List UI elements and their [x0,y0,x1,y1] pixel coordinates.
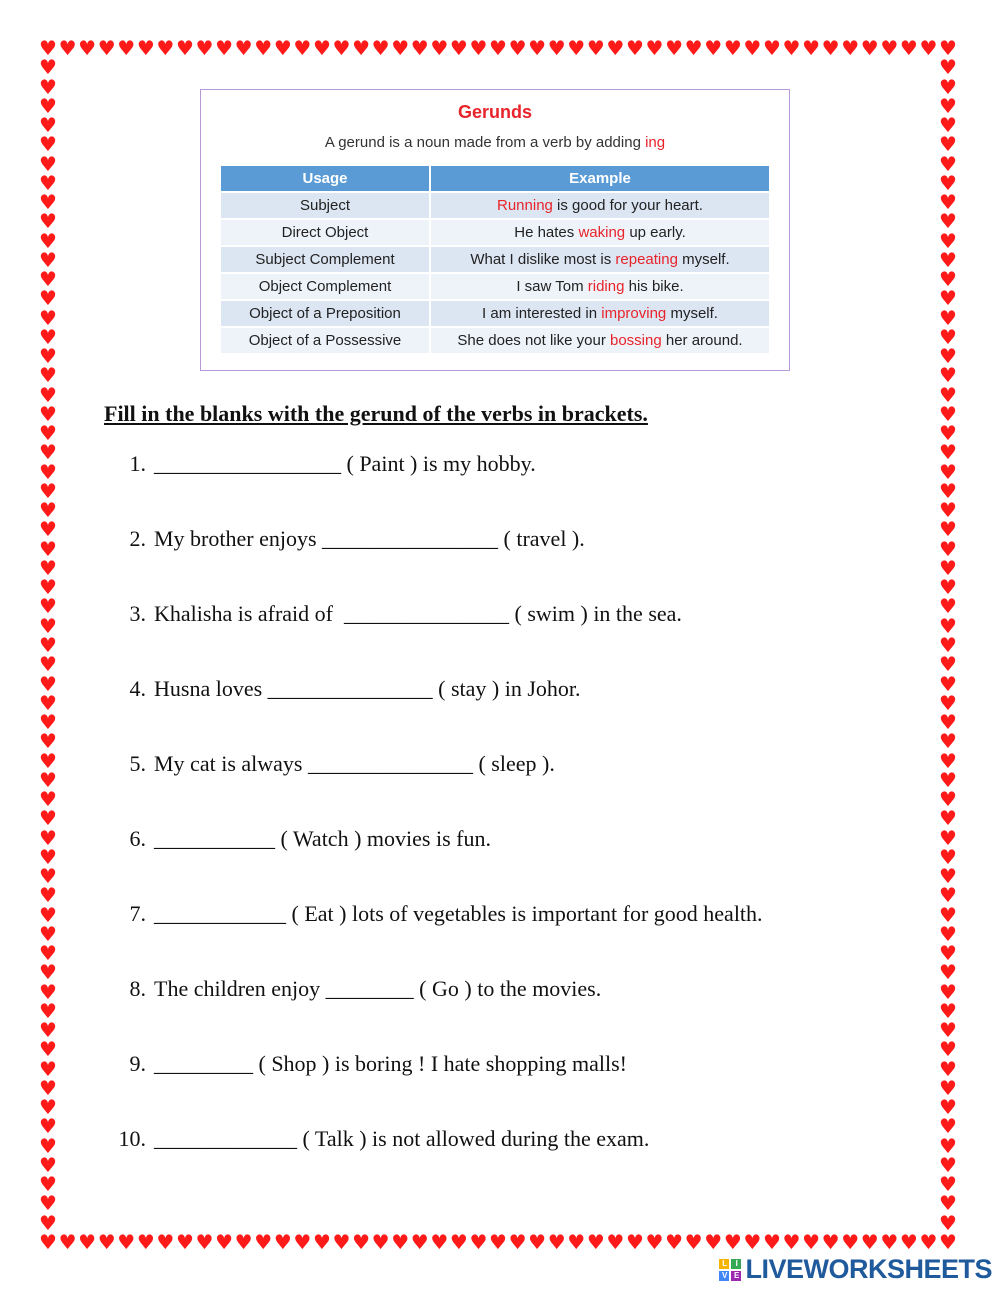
heart-icon: ♥ [371,1230,390,1254]
heart-icon: ♥ [234,36,253,60]
usage-cell: Direct Object [221,219,430,246]
heart-icon: ♥ [39,690,57,715]
usage-cell: Subject Complement [221,246,430,273]
heart-icon: ♥ [508,36,527,60]
question-number: 10. [118,1126,146,1151]
heart-icon: ♥ [645,36,664,60]
question-text: The children enjoy ________ ( Go ) to the movies. [154,976,602,1001]
heart-icon: ♥ [782,1230,801,1254]
heart-icon: ♥ [723,36,742,60]
heart-icon: ♥ [939,151,957,176]
heart-icon: ♥ [58,36,77,60]
heart-icon: ♥ [391,1230,410,1254]
question-number: 6. [129,826,146,851]
heart-icon: ♥ [939,1037,957,1062]
heart-icon: ♥ [939,459,957,484]
heart-icon: ♥ [684,1230,703,1254]
heart-icon: ♥ [273,36,292,60]
heart-icon: ♥ [919,1230,938,1254]
heart-icon: ♥ [802,36,820,60]
heart-icon: ♥ [195,1230,214,1254]
heart-icon: ♥ [939,710,957,735]
heart-icon: ♥ [449,1230,468,1254]
heart-icon: ♥ [586,36,605,60]
heart-icon: ♥ [586,1230,605,1254]
heart-icon: ♥ [939,1095,957,1120]
question-text: _____________ ( Talk ) is not allowed during the exam. [154,1126,650,1151]
heart-icon: ♥ [391,36,410,60]
heart-icon: ♥ [939,36,957,60]
logo-text: LIVEWORKSHEETS [745,1254,992,1284]
heart-icon: ♥ [939,190,957,215]
heart-icon: ♥ [939,286,957,311]
example-cell: What I dislike most is repeating myself. [430,246,770,273]
question-text: My cat is always _______________ ( sleep ). [154,751,555,776]
heart-icon: ♥ [939,960,957,985]
heart-icon: ♥ [469,36,488,60]
heart-icon: ♥ [39,421,57,446]
table-row [221,273,770,300]
question-item [106,676,581,702]
heart-icon: ♥ [39,652,57,677]
heart-icon: ♥ [39,825,57,850]
logo-mark-tile: V [719,1271,729,1281]
heart-icon: ♥ [136,36,155,60]
heart-icon: ♥ [39,1114,57,1139]
heart-icon: ♥ [39,1095,57,1120]
question-item [106,451,536,477]
heart-icon: ♥ [39,113,57,138]
question-number: 8. [129,976,146,1001]
heart-icon: ♥ [273,1230,292,1254]
question-number: 1. [129,451,146,476]
heart-icon: ♥ [821,1230,840,1254]
heart-icon: ♥ [704,36,723,60]
heart-icon: ♥ [939,1230,957,1254]
heart-icon: ♥ [880,36,899,60]
heart-icon: ♥ [939,1114,957,1139]
heart-icon: ♥ [528,36,547,60]
heart-icon: ♥ [802,1230,820,1254]
heart-icon: ♥ [939,209,957,234]
question-number: 5. [129,751,146,776]
heart-icon: ♥ [625,1230,644,1254]
heart-icon: ♥ [684,36,703,60]
heart-icon: ♥ [430,1230,449,1254]
heart-icon: ♥ [939,690,957,715]
heart-icon: ♥ [332,36,351,60]
heart-icon: ♥ [156,36,175,60]
question-number: 2. [129,526,146,551]
reference-subtitle: A gerund is a noun made from a verb by adding ing [324,134,666,151]
question-number: 3. [129,601,146,626]
heart-icon: ♥ [410,36,429,60]
heart-icon: ♥ [939,170,957,195]
heart-icon: ♥ [215,1230,234,1254]
question-text: _________ ( Shop ) is boring ! I hate shopping malls! [154,1051,627,1076]
heart-icon: ♥ [821,36,840,60]
heart-icon: ♥ [469,1230,488,1254]
usage-table [221,166,771,353]
heart-icon: ♥ [39,247,57,272]
heart-icon: ♥ [841,36,860,60]
heart-icon: ♥ [39,1191,57,1216]
heart-icon: ♥ [410,1230,429,1254]
heart-icon: ♥ [195,36,214,60]
table-row [221,192,770,219]
question-text: ___________ ( Watch ) movies is fun. [154,826,491,851]
logo-mark-tile: I [731,1259,741,1269]
heart-icon: ♥ [704,1230,723,1254]
heart-icon: ♥ [39,748,57,773]
heart-icon: ♥ [625,36,644,60]
heart-icon: ♥ [939,998,957,1023]
heart-icon: ♥ [939,1056,957,1081]
heart-icon: ♥ [39,151,57,176]
question-item [106,976,601,1002]
liveworksheets-logo [719,1254,992,1285]
heart-icon: ♥ [39,440,57,465]
heart-icon: ♥ [567,1230,586,1254]
heart-icon: ♥ [215,36,234,60]
heart-icon: ♥ [156,1230,175,1254]
heart-icon: ♥ [39,575,57,600]
usage-cell: Object Complement [221,273,430,300]
heart-icon: ♥ [939,787,957,812]
heart-icon: ♥ [939,1018,957,1043]
heart-icon: ♥ [293,36,312,60]
logo-mark-tile: L [719,1259,729,1269]
heart-icon: ♥ [39,324,57,349]
heart-icon: ♥ [939,517,957,542]
heart-icon: ♥ [39,459,57,484]
heart-icon: ♥ [939,93,957,118]
gerund-reference-card [200,89,790,371]
heart-icon: ♥ [39,1133,57,1158]
heart-icon: ♥ [39,93,57,118]
heart-icon: ♥ [39,1075,57,1100]
question-text: Husna loves _______________ ( stay ) in Johor. [154,676,581,701]
heart-icon: ♥ [117,36,136,60]
heart-icon: ♥ [39,132,57,157]
heart-icon: ♥ [254,36,273,60]
heart-icon: ♥ [939,498,957,523]
heart-icon: ♥ [939,132,957,157]
heart-icon: ♥ [234,1230,253,1254]
heart-icon: ♥ [449,36,468,60]
heart-icon: ♥ [39,1172,57,1197]
heart-icon: ♥ [352,36,370,60]
heart-icon: ♥ [39,74,57,99]
heart-icon: ♥ [939,671,957,696]
heart-icon: ♥ [939,979,957,1004]
table-row [221,327,770,353]
heart-icon: ♥ [665,1230,684,1254]
heart-icon: ♥ [939,902,957,927]
heart-icon: ♥ [919,36,938,60]
heart-icon: ♥ [39,363,57,388]
heart-icon: ♥ [39,1018,57,1043]
heart-icon: ♥ [39,883,57,908]
heart-icon: ♥ [58,1230,77,1254]
heart-icon: ♥ [39,382,57,407]
heart-icon: ♥ [860,1230,879,1254]
heart-icon: ♥ [39,344,57,369]
question-text: Khalisha is afraid of _______________ ( swim ) in the sea. [154,601,682,626]
question-number: 9. [129,1051,146,1076]
heart-icon: ♥ [39,787,57,812]
heart-icon: ♥ [39,401,57,426]
heart-icon: ♥ [97,1230,116,1254]
heart-icon: ♥ [762,1230,781,1254]
heart-icon: ♥ [175,1230,194,1254]
heart-icon: ♥ [39,613,57,638]
heart-icon: ♥ [939,324,957,349]
question-item [106,901,763,927]
heart-icon: ♥ [39,941,57,966]
heart-icon: ♥ [939,1075,957,1100]
heart-icon: ♥ [39,1230,57,1254]
heart-icon: ♥ [312,36,331,60]
question-item [106,601,682,627]
logo-mark-icon [719,1259,741,1281]
heart-icon: ♥ [39,1037,57,1062]
heart-icon: ♥ [606,1230,625,1254]
table-row [221,219,770,246]
instruction-heading: Fill in the blanks with the gerund of the verbs in brackets. [104,401,648,426]
question-number: 7. [129,901,146,926]
heart-icon: ♥ [39,729,57,754]
heart-icon: ♥ [782,36,801,60]
heart-icon: ♥ [371,36,390,60]
table-row [221,246,770,273]
heart-icon: ♥ [39,55,57,80]
question-text: _________________ ( Paint ) is my hobby. [154,451,536,476]
logo-mark-tile: E [731,1271,741,1281]
heart-icon: ♥ [939,767,957,792]
heart-icon: ♥ [939,74,957,99]
heart-icon: ♥ [939,440,957,465]
heart-icon: ♥ [743,36,762,60]
question-item [106,826,491,852]
heart-icon: ♥ [254,1230,273,1254]
usage-cell: Object of a Possessive [221,327,430,353]
heart-icon: ♥ [939,247,957,272]
heart-icon: ♥ [508,1230,527,1254]
heart-icon: ♥ [117,1230,136,1254]
heart-icon: ♥ [39,286,57,311]
heart-icon: ♥ [939,55,957,80]
heart-icon: ♥ [332,1230,351,1254]
heart-icon: ♥ [939,941,957,966]
heart-icon: ♥ [939,344,957,369]
heart-icon: ♥ [606,36,625,60]
heart-icon: ♥ [723,1230,742,1254]
question-item [106,1051,627,1077]
heart-icon: ♥ [547,1230,566,1254]
heart-icon: ♥ [939,613,957,638]
heart-icon: ♥ [39,267,57,292]
heart-icon: ♥ [939,825,957,850]
heart-icon: ♥ [939,228,957,253]
example-cell: He hates waking up early. [430,219,770,246]
table-row [221,300,770,327]
heart-icon: ♥ [860,36,879,60]
heart-icon: ♥ [175,36,194,60]
heart-icon: ♥ [39,190,57,215]
heart-icon: ♥ [939,575,957,600]
heart-icon: ♥ [939,305,957,330]
heart-icon: ♥ [78,36,97,60]
heart-icon: ♥ [352,1230,370,1254]
heart-icon: ♥ [489,1230,507,1254]
heart-icon: ♥ [939,806,957,831]
heart-icon: ♥ [939,113,957,138]
heart-icon: ♥ [39,1152,57,1177]
heart-icon: ♥ [39,517,57,542]
heart-icon: ♥ [939,382,957,407]
heart-icon: ♥ [39,1056,57,1081]
usage-cell: Object of a Preposition [221,300,430,327]
question-item [106,1126,649,1152]
heart-icon: ♥ [39,671,57,696]
heart-icon: ♥ [39,478,57,503]
heart-icon: ♥ [939,1191,957,1216]
heart-icon: ♥ [39,767,57,792]
example-cell: Running is good for your heart. [430,192,770,219]
question-text: My brother enjoys ________________ ( travel ). [154,526,585,551]
heart-icon: ♥ [567,36,586,60]
heart-icon: ♥ [939,401,957,426]
heart-icon: ♥ [939,536,957,561]
heart-icon: ♥ [39,555,57,580]
heart-icon: ♥ [939,864,957,889]
heart-icon: ♥ [939,1133,957,1158]
heart-icon: ♥ [939,478,957,503]
heart-icon: ♥ [39,1210,57,1235]
heart-icon: ♥ [743,1230,762,1254]
heart-icon: ♥ [39,498,57,523]
heart-icon: ♥ [39,864,57,889]
usage-cell: Subject [221,192,430,219]
heart-icon: ♥ [899,36,918,60]
heart-icon: ♥ [430,36,449,60]
column-header-usage: Usage [221,166,430,192]
heart-icon: ♥ [939,1172,957,1197]
heart-icon: ♥ [939,421,957,446]
heart-icon: ♥ [39,998,57,1023]
heart-icon: ♥ [39,960,57,985]
heart-icon: ♥ [293,1230,312,1254]
heart-icon: ♥ [39,209,57,234]
heart-icon: ♥ [939,555,957,580]
reference-title: Gerunds [457,102,532,122]
heart-icon: ♥ [39,633,57,657]
heart-icon: ♥ [939,883,957,908]
heart-icon: ♥ [312,1230,331,1254]
heart-icon: ♥ [939,652,957,677]
heart-icon: ♥ [665,36,684,60]
heart-icon: ♥ [939,363,957,388]
heart-icon: ♥ [762,36,781,60]
heart-icon: ♥ [78,1230,97,1254]
heart-icon: ♥ [939,267,957,292]
heart-icon: ♥ [39,710,57,735]
heart-icon: ♥ [939,594,957,619]
heart-icon: ♥ [939,633,957,657]
heart-icon: ♥ [136,1230,155,1254]
heart-icon: ♥ [97,36,116,60]
heart-icon: ♥ [841,1230,860,1254]
heart-icon: ♥ [39,921,57,946]
heart-icon: ♥ [880,1230,899,1254]
heart-icon: ♥ [939,921,957,946]
heart-icon: ♥ [645,1230,664,1254]
heart-icon: ♥ [899,1230,918,1254]
heart-icon: ♥ [939,1152,957,1177]
heart-icon: ♥ [39,806,57,831]
heart-icon: ♥ [939,729,957,754]
question-item [106,526,585,552]
heart-icon: ♥ [39,36,57,60]
question-text: ____________ ( Eat ) lots of vegetables is important for good health. [154,901,763,926]
heart-icon: ♥ [39,594,57,619]
heart-icon: ♥ [528,1230,547,1254]
question-number: 4. [129,676,146,701]
example-cell: She does not like your bossing her around. [430,327,770,353]
heart-icon: ♥ [939,844,957,869]
example-cell: I saw Tom riding his bike. [430,273,770,300]
column-header-example: Example [430,166,770,192]
heart-icon: ♥ [39,902,57,927]
heart-icon: ♥ [489,36,507,60]
heart-icon: ♥ [939,748,957,773]
heart-icon: ♥ [547,36,566,60]
heart-icon: ♥ [39,305,57,330]
heart-icon: ♥ [39,979,57,1004]
heart-icon: ♥ [39,844,57,869]
heart-icon: ♥ [39,170,57,195]
heart-icon: ♥ [39,536,57,561]
example-cell: I am interested in improving myself. [430,300,770,327]
heart-icon: ♥ [939,1210,957,1235]
question-item [106,751,555,777]
heart-icon: ♥ [39,228,57,253]
